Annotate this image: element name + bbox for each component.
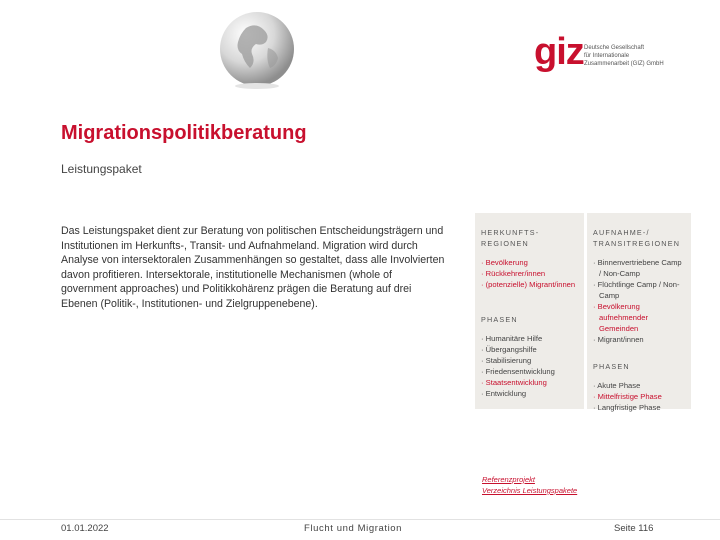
links-block <box>482 474 577 496</box>
list-item: · Mittelfristige Phase <box>593 391 685 402</box>
list-item: · Übergangshilfe <box>481 344 578 355</box>
list-item: · Migrant/innen <box>593 334 685 345</box>
phases-heading: PHASEN <box>481 315 518 324</box>
list-item: · Bevölkerung <box>481 257 578 268</box>
list-item: · Langfristige Phase <box>593 402 685 413</box>
footer-date: 01.01.2022 <box>61 523 109 534</box>
page-number: Seite 116 <box>614 523 654 534</box>
footer-divider <box>0 519 720 520</box>
logo-line: Deutsche Gesellschaft <box>584 45 645 51</box>
phases-list <box>481 333 578 399</box>
description-text: Das Leistungspaket dient zur Beratung von politischen Entscheidungsträgern und Institutionen im Herkunfts-, Transit- und Aufnahmeland. Migration wird durch Analyse von intersektoralen Zusammenhängen so gestaltet, dass alle Involvierten davon profitieren. Intersektorale, institutionelle Mechanismen (whole of government approaches) und Politikkohärenz prägen die Beratung auf drei Ebenen (Politik-, Institutionen- und Zielgruppenebene). <box>61 225 445 310</box>
panel-heading: AUFNAHME-/ TRANSITREGIONEN <box>593 228 681 248</box>
list-item: · Binnenvertriebene Camp / Non-Camp <box>593 257 685 279</box>
page-subtitle: Leistungspaket <box>61 162 142 176</box>
list-item: · Friedensentwicklung <box>481 366 578 377</box>
page-title: Migrationspolitikberatung <box>61 122 307 144</box>
list-item: · Stabilisierung <box>481 355 578 366</box>
list-item: · Staatsentwicklung <box>481 377 578 388</box>
footer-topic: Flucht und Migration <box>304 523 403 534</box>
list-item: · Entwicklung <box>481 388 578 399</box>
phases-list <box>593 380 685 413</box>
group-list <box>593 257 685 345</box>
list-item: · Humanitäre Hilfe <box>481 333 578 344</box>
list-item: · Flüchtlinge Camp / Non-Camp <box>593 279 685 301</box>
globe-icon <box>216 8 298 90</box>
logo-line: für Internationale <box>584 53 630 59</box>
panel-heading: HERKUNFTS-REGIONEN <box>481 228 540 248</box>
package-directory-link[interactable]: Verzeichnis Leistungspakete <box>482 486 578 495</box>
host-regions-panel <box>587 213 691 412</box>
logo-mark: giz <box>534 31 584 73</box>
phases-heading: PHASEN <box>593 362 630 371</box>
reference-project-link[interactable]: Referenzprojekt <box>482 475 535 484</box>
list-item: · (potenzielle) Migrant/innen <box>481 279 578 290</box>
list-item: · Bevölkerung aufnehmender Gemeinden <box>593 301 685 334</box>
logo-line: Zusammenarbeit (GIZ) GmbH <box>584 61 664 67</box>
logo-text <box>584 44 694 68</box>
group-list <box>481 257 578 290</box>
list-item: · Akute Phase <box>593 380 685 391</box>
list-item: · Rückkehrer/innen <box>481 268 578 279</box>
origin-regions-panel <box>475 213 584 409</box>
